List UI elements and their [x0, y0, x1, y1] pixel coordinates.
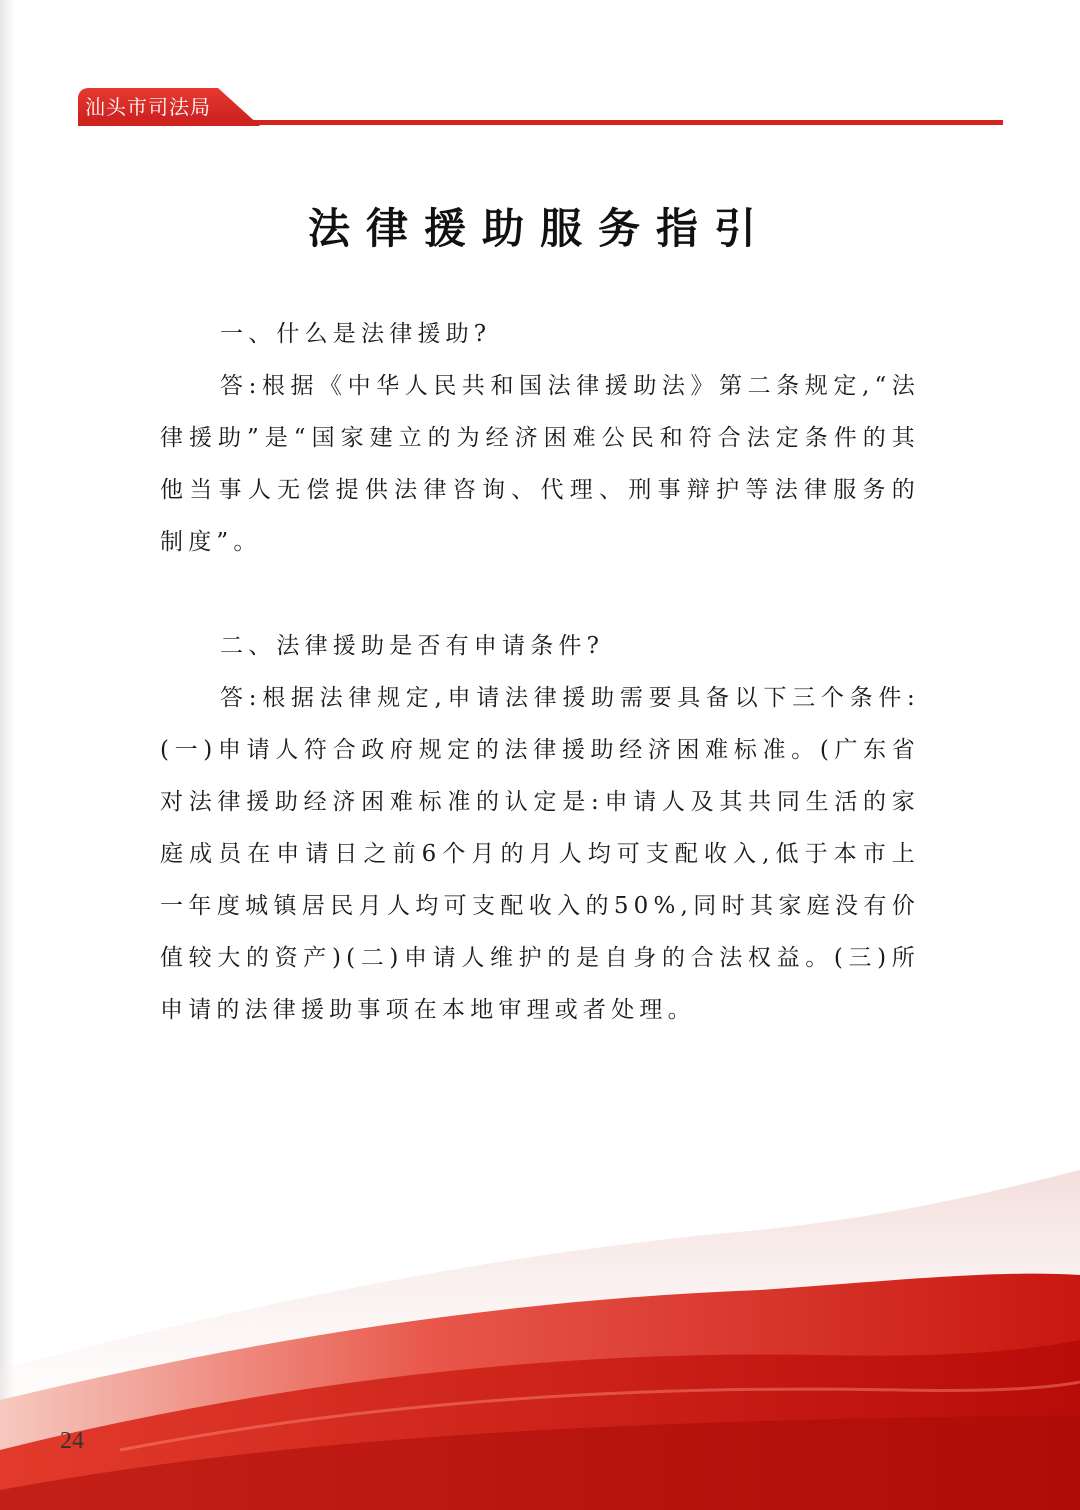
section-1-answer: 答:根据《中华人民共和国法律援助法》第二条规定,“法律援助”是“国家建立的为经济困难公民和符合法定条件的其他当事人无偿提供法律咨询、代理、刑事辩护等法律服务的制度”。: [160, 373, 920, 555]
section-2-answer: 答:根据法律规定,申请法律援助需要具备以下三个条件:(一)申请人符合政府规定的法律援助经济困难标准。(广东省对法律援助经济困难标准的认定是:申请人及其共同生活的家庭成员在申请日之前6个月的月人均可支配收入,低于本市上一年度城镇居民月人均可支配收入的50%,同时其家庭没有价值较大的资产)(二)申请人维护的是自身的合法权益。(三)所申请的法律援助事项在本地审理或者处理。: [160, 685, 920, 1023]
header-rule: [78, 120, 1003, 125]
page-number: 24: [60, 1428, 84, 1454]
section-1-question: 一、什么是法律援助?: [220, 321, 492, 347]
section-divider: [160, 568, 920, 620]
document-body: [160, 308, 920, 1036]
section-2-question: 二、法律援助是否有申请条件?: [220, 633, 605, 659]
page-title: 法律援助服务指引: [307, 204, 772, 253]
decorative-red-wave: [0, 1150, 1080, 1510]
header-organization-label: 汕头市司法局: [85, 95, 211, 119]
